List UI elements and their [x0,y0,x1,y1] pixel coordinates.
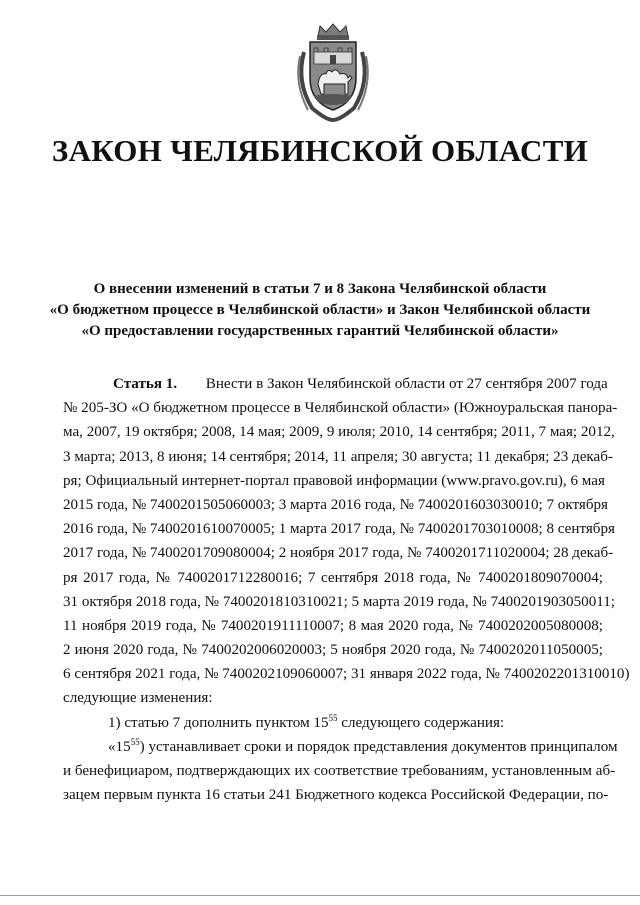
paragraph-text: Внести в Закон Челябинской области от 27 сентября 2007 года [205,376,608,392]
article-label: Статья 1. [113,376,178,392]
paragraph-line: № 205-ЗО «О бюджетном процессе в Челябинской области» (Южноуральская панора- [63,400,618,417]
superscript: 55 [328,712,338,723]
page-edge-line [0,895,640,896]
paragraph-line: 31 октября 2018 года, № 7400201810310021; 5 марта 2019 года, № 7400201903050011; [63,593,615,610]
coat-of-arms-icon [290,22,376,122]
quote-text: «15 [108,738,131,755]
law-subtitle [40,279,600,342]
paragraph-line: ря; Официальный интернет-портал правовой информации (www.pravo.gov.ru), 6 мая [63,472,605,489]
paragraph-line: 11 ноября 2019 года, № 7400201911110007; 8 мая 2020 года, № 7400202005080008; [63,617,603,634]
list-item-1 [63,711,603,735]
paragraph-line: 2015 года, № 7400201505060003; 3 марта 2016 года, № 7400201603030010; 7 октября [63,496,608,513]
paragraph-line: 2016 года, № 7400201610070005; 1 марта 2017 года, № 7400201703010008; 8 сентября [63,521,615,538]
law-title: ЗАКОН ЧЕЛЯБИНСКОЙ ОБЛАСТИ [51,133,589,168]
list-item-text: 1) статью 7 дополнить пунктом 15 [108,714,329,731]
paragraph-line: 2 июня 2020 года, № 7400202006020003; 5 ноября 2020 года, № 7400202011050005; [63,642,603,659]
paragraph-line: 2017 года, № 7400201709080004; 2 ноября 2017 года, № 7400201711020004; 28 декаб- [63,545,614,562]
quote-text: ) устанавливает сроки и порядок представления документов принципалом [139,738,618,755]
list-item-text: следующего содержания: [337,714,505,731]
subtitle-line: О внесении изменений в статьи 7 и 8 Закона Челябинской области [93,281,547,297]
article-1-body [63,372,630,807]
paragraph-line: и бенефициаром, подтверждающих их соответствие требованиям, установленным аб- [63,763,616,779]
superscript: 55 [130,736,140,747]
article-first-line [63,372,608,396]
paragraph-line: ря 2017 года, № 7400201712280016; 7 сентября 2018 года, № 7400201809070004; [63,569,603,586]
paragraph-line: ма, 2007, 19 октября; 2008, 14 мая; 2009, 9 июля; 2010, 14 сентября; 2011, 7 мая; 2012, [63,424,615,441]
paragraph-line: 6 сентября 2021 года, № 7400202109060007; 31 января 2022 года, № 7400202201310010) [63,666,630,683]
paragraph-line: следующие изменения: [63,690,213,707]
subtitle-line: «О бюджетном процессе в Челябинской области» и Закон Челябинской области [49,302,591,318]
paragraph-line: зацем первым пункта 16 статьи 241 Бюджетного кодекса Российской Федерации, по- [63,787,609,804]
paragraph-line: 3 марта; 2013, 8 июня; 14 сентября; 2014, 11 апреля; 30 августа; 11 декабря; 23 декаб- [63,448,613,465]
subtitle-line: «О предоставлении государственных гарантий Челябинской области» [81,323,559,339]
quoted-paragraph-line [63,735,618,759]
